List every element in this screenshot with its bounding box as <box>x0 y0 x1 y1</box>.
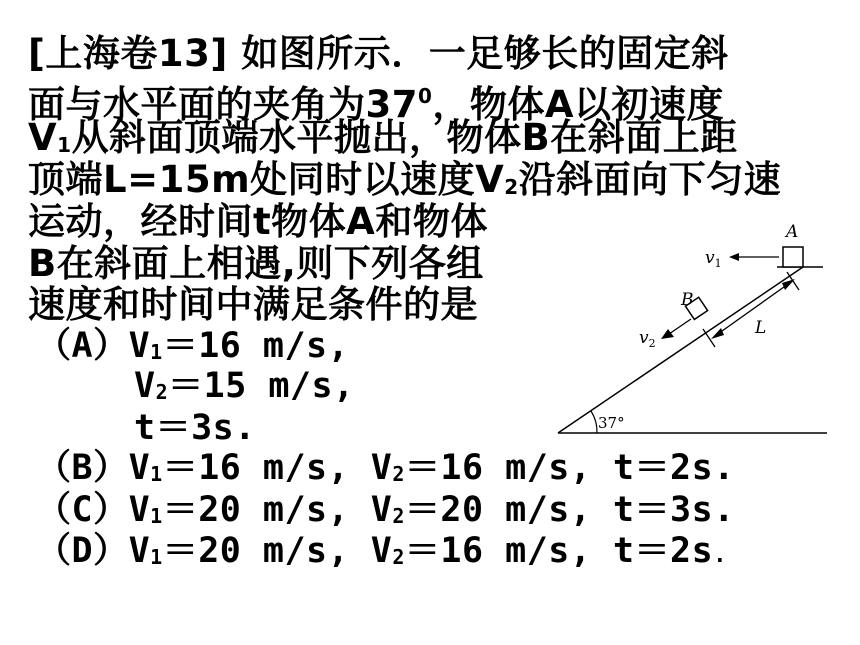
angle-arc <box>591 411 597 433</box>
incline-figure <box>555 215 835 440</box>
angle-label: 37° <box>598 414 625 432</box>
option-d-label: （D） <box>36 531 129 571</box>
question-line-3: V1从斜面顶端水平抛出，物体B在斜面上距 <box>28 116 738 159</box>
option-a-v2: V2＝15 m/s, <box>134 366 355 406</box>
label-l: L <box>755 318 767 338</box>
label-v1: $v_1$ <box>705 248 722 270</box>
question-line-6: B在斜面上相遇,则下列各组 <box>28 242 484 285</box>
option-a: （A）V1＝16 m/s, <box>36 326 350 366</box>
v2-arrow-head <box>661 329 674 339</box>
l-arrow-bottom <box>711 328 724 339</box>
option-a-label: （A） <box>36 326 129 366</box>
v2-arrow-shaft <box>669 319 691 334</box>
question-line-1: [上海卷13] 如图所示．一足够长的固定斜 <box>28 32 729 75</box>
question-line-2: 面与水平面的夹角为$37^0$，物体A以初速度 <box>28 83 725 126</box>
question-line-7: 速度和时间中满足条件的是 <box>28 283 478 326</box>
question-line-4: 顶端L=15m处同时以速度V2沿斜面向下匀速 <box>28 158 782 201</box>
option-b-label: （B） <box>36 448 129 488</box>
question-source: [上海卷13] <box>28 32 228 75</box>
l-dimension-line <box>715 282 791 336</box>
option-b: （B）V1＝16 m/s, V2＝16 m/s, t＝2s. <box>36 448 735 488</box>
label-v2: $v_2$ <box>639 328 656 350</box>
label-a: A <box>786 222 799 242</box>
question-line-5: 运动，经时间t物体A和物体 <box>28 200 488 243</box>
option-d: （D）V1＝20 m/s, V2＝16 m/s, t＝2s. <box>36 531 727 571</box>
block-a <box>783 247 803 267</box>
option-a-t: t＝3s. <box>134 408 256 448</box>
v1-arrow-head <box>729 253 739 261</box>
option-c-label: （C） <box>36 490 129 530</box>
option-c: （C）V1＝20 m/s, V2＝20 m/s, t＝3s. <box>36 490 735 530</box>
label-b: B <box>681 290 694 310</box>
